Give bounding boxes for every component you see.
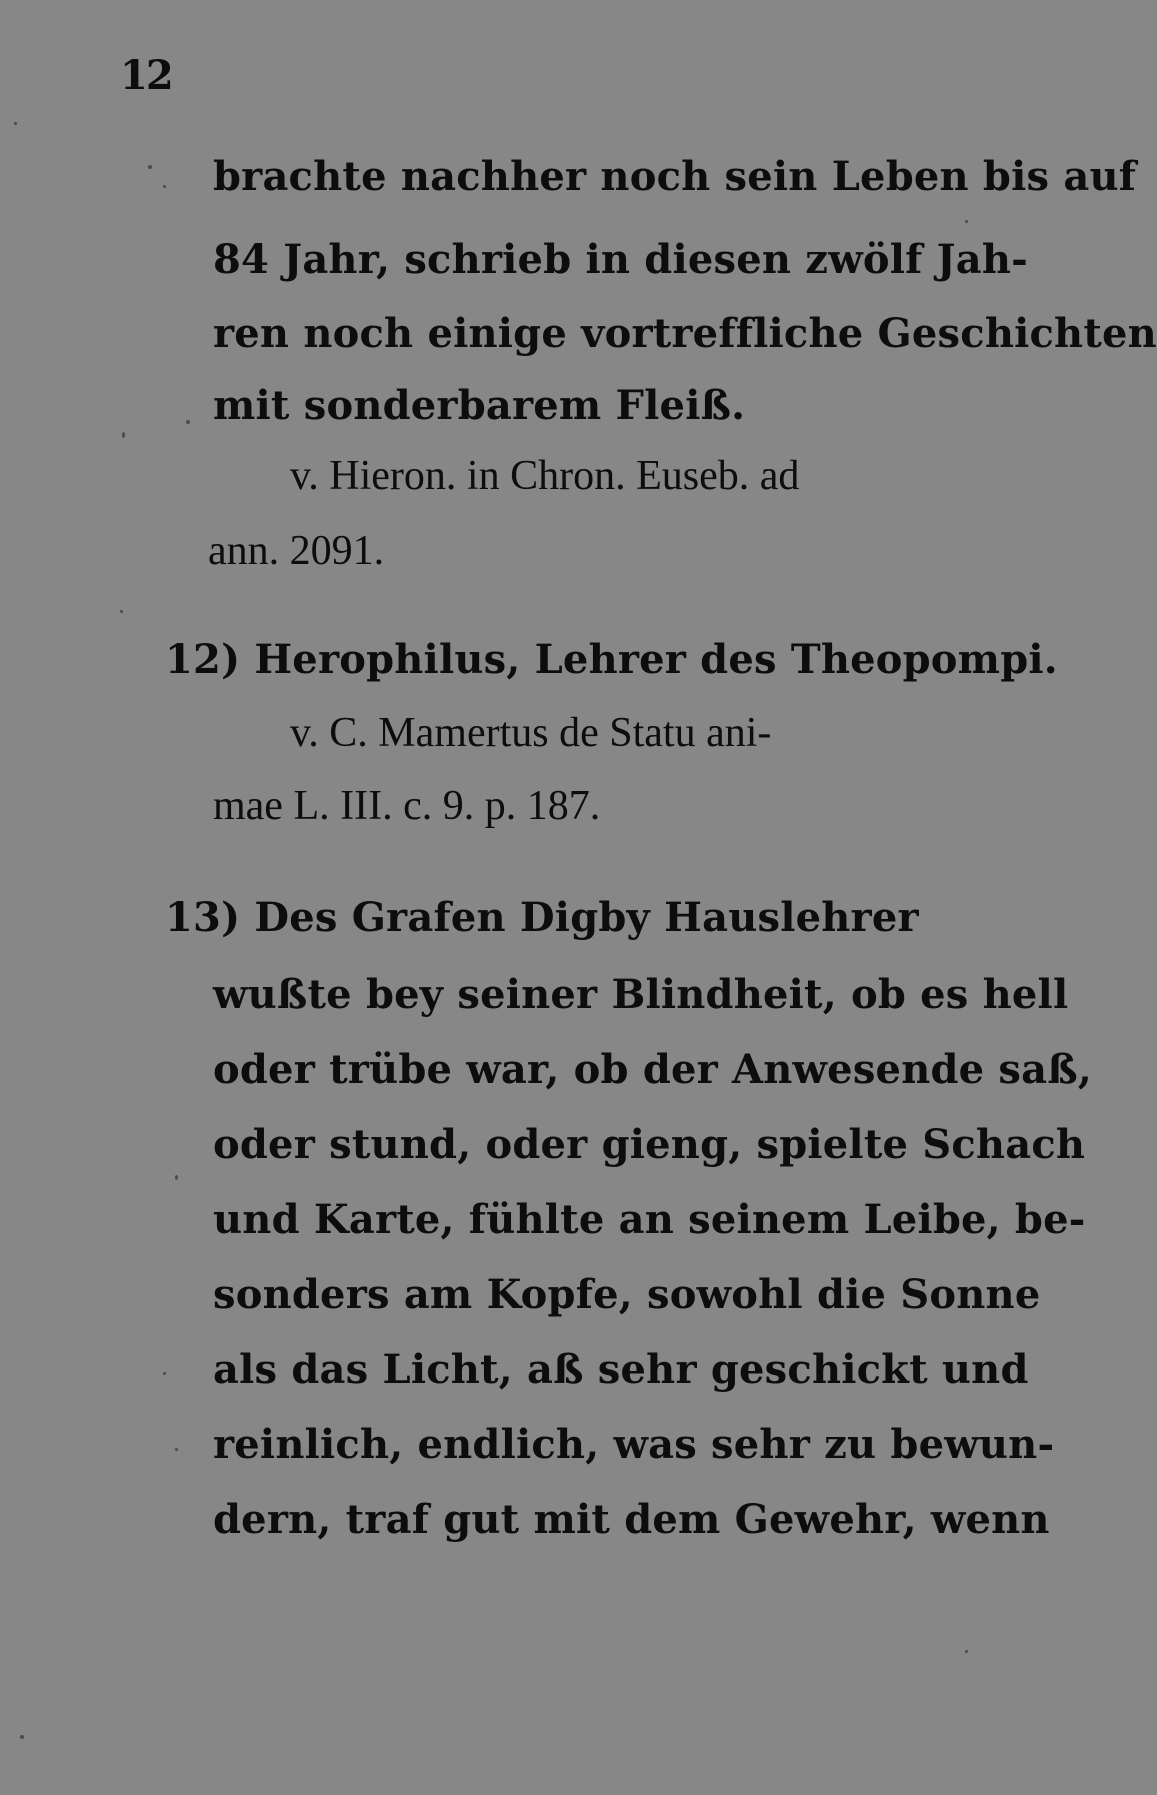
text-line-4: mit sonderbarem Fleiß. <box>213 382 746 429</box>
scan-speck <box>175 1175 178 1180</box>
text-line-7: oder stund, oder gieng, spielte Schach <box>213 1121 1086 1168</box>
scan-speck <box>965 1650 968 1653</box>
citation-line-1: v. Hieron. in Chron. Euseb. ad <box>290 453 800 499</box>
citation-line-2: ann. 2091. <box>208 528 385 574</box>
text-line-9: sonders am Kopfe, sowohl die Sonne <box>213 1271 1041 1318</box>
scan-speck <box>186 420 190 424</box>
text-line-10: als das Licht, aß sehr geschickt und <box>213 1346 1029 1393</box>
text-line-2: 84 Jahr, schrieb in diesen zwölf Jah- <box>213 236 1028 283</box>
text-line-12: dern, traf gut mit dem Gewehr, wenn <box>213 1496 1050 1543</box>
scan-speck <box>163 1372 166 1375</box>
scan-speck <box>148 165 152 169</box>
scan-speck <box>163 185 166 188</box>
citation-line-4: mae L. III. c. 9. p. 187. <box>213 783 601 829</box>
text-line-3: ren noch einige vortreffliche Geschichten <box>213 310 1157 357</box>
scan-speck <box>120 610 123 613</box>
text-line-5: wußte bey seiner Blindheit, ob es hell <box>213 971 1069 1018</box>
scan-speck <box>122 432 125 438</box>
text-line-6: oder trübe war, ob der Anwesende saß, <box>213 1046 1092 1093</box>
text-line-1: brachte nachher noch sein Leben bis auf <box>213 153 1137 200</box>
scan-speck <box>175 1448 178 1451</box>
scan-speck <box>20 1735 24 1739</box>
citation-line-3: v. C. Mamertus de Statu ani- <box>290 710 772 756</box>
entry-13-heading: 13) Des Grafen Digby Hauslehrer <box>165 894 919 941</box>
scan-speck <box>14 122 17 125</box>
text-line-11: reinlich, endlich, was sehr zu bewun- <box>213 1421 1055 1468</box>
entry-12-heading: 12) Herophilus, Lehrer des Theopompi. <box>165 636 1058 683</box>
scan-speck <box>965 220 968 223</box>
text-line-8: und Karte, fühlte an seinem Leibe, be- <box>213 1196 1086 1243</box>
page-number: 12 <box>120 52 172 99</box>
